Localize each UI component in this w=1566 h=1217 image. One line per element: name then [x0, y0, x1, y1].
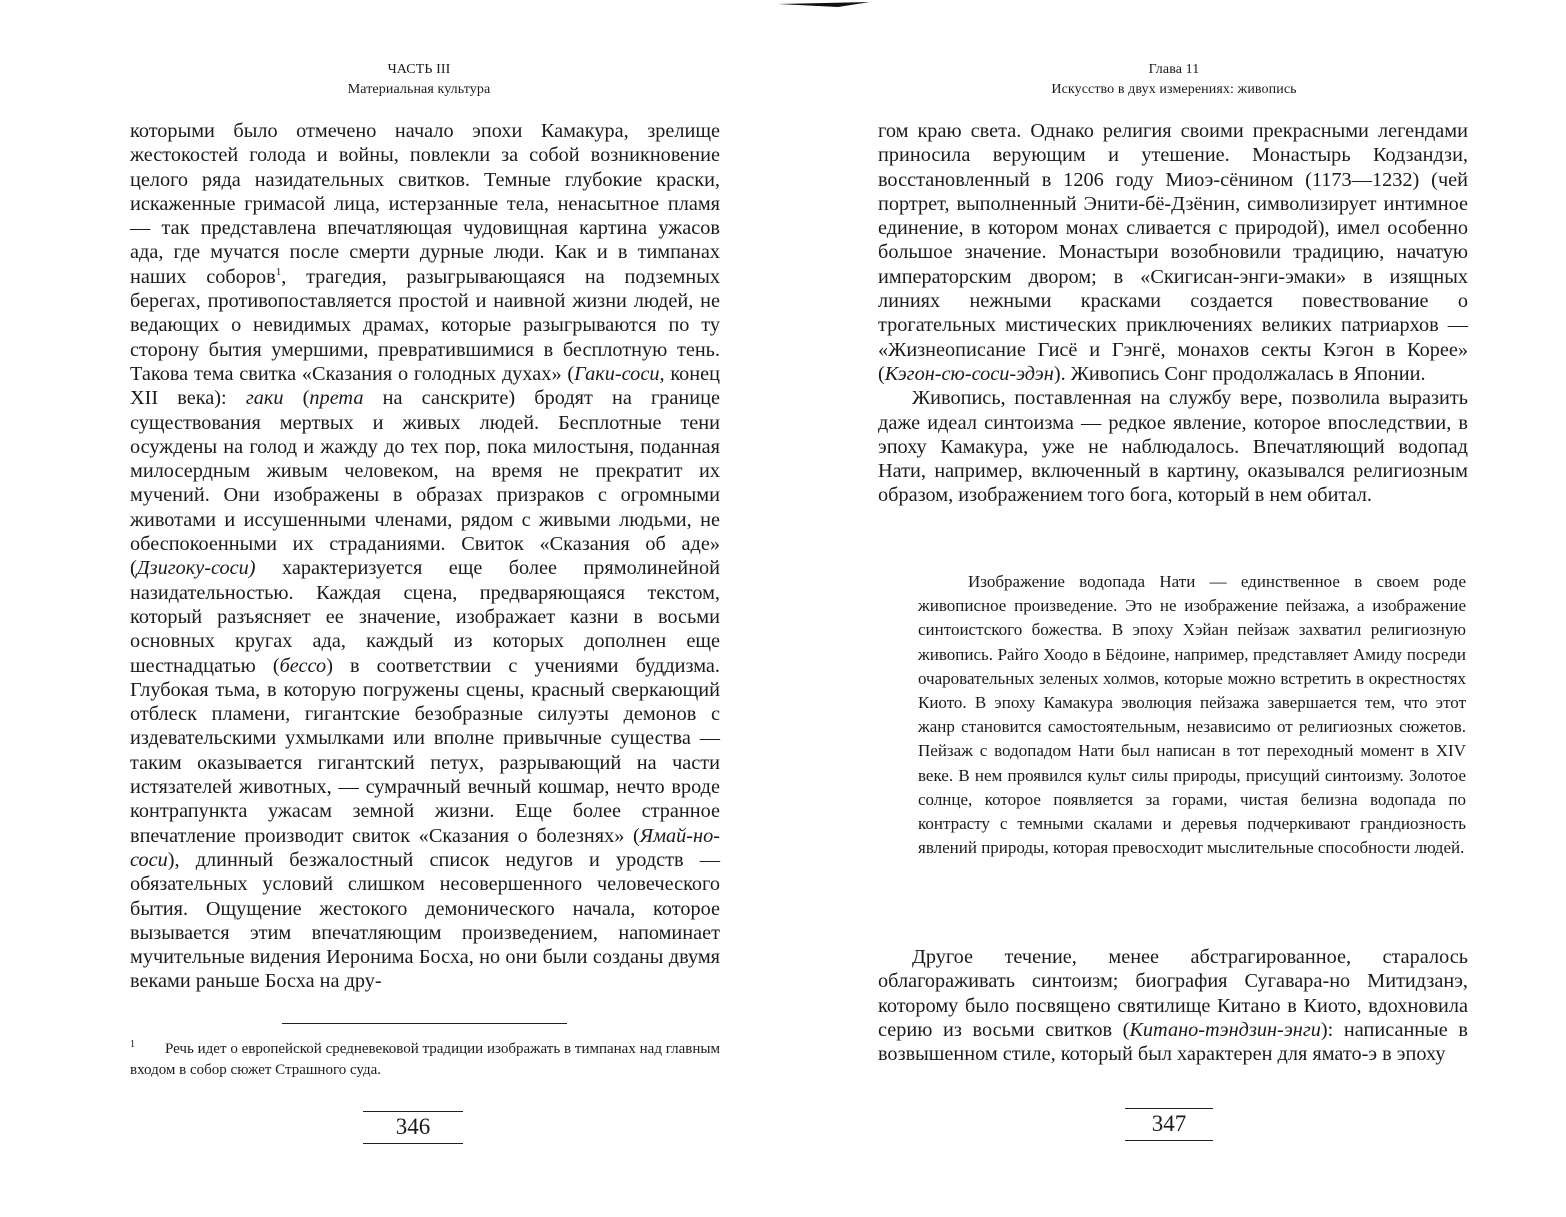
part-label: ЧАСТЬ III [387, 62, 451, 77]
quote-text: Изображение водопада Нати — единственное в своем роде живописное произведение. Это не изображение пейзажа, а изображение синтоистского божества. В эпоху Хэйан пейзаж захватил религиозную живопись. Райго Хоодо в Бёдоине, например, представляет Амиду посреди очаровательных зеленых холмов, которые можно встретить в окрестностях Киото. В эпоху Камакура эволюция пейзажа завершается тем, что этот жанр становится самостоятельным, независимо от религиозных сюжетов. Пейзаж с водопадом Нати был написан в тот переходный момент в XIV веке. В нем проявился культ силы природы, присущий синтоизму. Золотое солнце, которое появляется за горами, чистая белизна водопада по контрасту с темными скалами и деревья подчеркивают грандиозность явлений природы, которая превосходит мыслительные способности людей. [918, 572, 1466, 858]
body-text-left [130, 119, 720, 994]
paragraph: гом краю света. Однако религия своими прекрасными легендами приносила верующим и утешение. Монастырь Кодзандзи, восстановленный в 1206 году Миоэ-сёнином (1173—1232) (чей портрет, выполненный Энити-бё-Дзёнин, символизирует интимное единение, в котором монах сливается с природой), имел особенно большое значение. Монастыри возобновили традицию, начатую императорским двором; в «Скигисан-энги-эмаки» в изящных линиях нежными красками создается повествование о трогательных мистических приключениях великих патриархов — «Жизнеописание Гисё и Гэнгё, монахов секты Кэгон в Корее» (Кэгон-сю-соси-эдэн). Живопись Сонг продолжалась в Японии. [878, 120, 1468, 385]
body-text-right-top [878, 119, 1468, 508]
page-number-rule-bottom [363, 1143, 463, 1144]
chapter-label: Глава 11 [1148, 62, 1200, 77]
paragraph: Другое течение, менее абстрагированное, старалось облагораживать синтоизм; биография Сугавара-но Митидзанэ, которому было посвящено святилище Китано в Киото, вдохновила серию из восьми свитков (Китано-тэндзин-энги): написанные в возвышенном стиле, который был характерен для ямато-э в эпоху [878, 946, 1468, 1066]
footnote-text: Речь идет о европейской средневековой традиции изображать в тимпанах над главным входом в собор сюжет Страшного суда. [130, 1041, 720, 1078]
part-title: Материальная культура [347, 82, 491, 97]
paragraph: которыми было отмечено начало эпохи Камакура, зрелище жестокостей голода и войны, повлекли за собой возникновение целого ряда назидательных свитков. Темные глубокие краски, искаженные гримасой лица, истерзанные тела, ненасытное пламя — так представлена впечатляющая чудовищная картина ужасов ада, где мучатся после смерти дурные люди. Как и в тимпанах наших соборов$^1$, трагедия, разыгрывающаяся на подземных берегах, противопоставляется простой и наивной жизни людей, не ведающих о невидимых драмах, которые разыгрываются по ту сторону бытия умершими, превратившимися в бесплотную тень. Такова тема свитка «Сказания о голодных духах» (Гаки-соси, конец XII века): гаки (прета на санскрите) бродят на границе существования мертвых и живых людей. Бесплотные тени осуждены на голод и жажду до тех пор, пока милостыня, поданная милосердным живым человеком, на время не прекратит их мучений. Они изображены в образах призраков с огромными животами и иссушенными членами, рядом с живыми людьми, не обеспокоенными их страданиями. Свиток «Сказания об аде» (Дзигоку-соси) характеризуется еще более прямолинейной назидательностью. Каждая сцена, предваряющаяся текстом, который разъясняет ее значение, изображает казни в восьми основных кругах ада, каждый из которых дополнен еще шестнадцатью (бессо) в соответствии с учениями буддизма. Глубокая тьма, в которую погружены сцены, красный сверкающий отблеск пламени, гигантские безобразные силуэты демонов с издевательскими ухмылками или вполне привычные существа — таким оказывается гигантский петух, разрывающий на части истязателей животных, — сумрачный вечный кошмар, нечто вроде контрапункта ужасам земной жизни. Еще более странное впечатление производит свиток «Сказания о болезнях» (Ямай-но-соси), длинный безжалостный список недугов и уродств — обязательных условий слишком несовершенного человеческого бытия. Ощущение жестокого демонического начала, которое вызывается этим впечатляющим произведением, напоминает мучительные видения Иеронима Босха, но они были созданы двумя веками раньше Босха на дру- [130, 120, 721, 993]
block-quote [918, 570, 1466, 860]
running-head-left [120, 60, 718, 100]
chapter-title: Искусство в двух измерениях: живопись [1051, 82, 1297, 97]
paragraph: Живопись, поставленная на службу вере, позволила выразить даже идеал синтоизма — редкое явление, которое впоследствии, в эпоху Камакура, уже не наблюдалось. Впечатляющий водопад Нати, например, включенный в картину, оказывался религиозным образом, изображением того бога, который в нем обитал. [878, 387, 1468, 507]
page-number-rule-bottom [1125, 1140, 1213, 1141]
body-text-right-bottom [878, 945, 1468, 1066]
right-page [783, 0, 1566, 1217]
page-number-right: 347 [1151, 1111, 1187, 1136]
footnote [130, 1034, 720, 1081]
page-number-rule-top [1125, 1108, 1213, 1109]
page-number-left: 346 [395, 1114, 431, 1139]
footnote-reference[interactable]: 1 [275, 266, 282, 279]
running-head-right [879, 60, 1469, 100]
footnote-number: 1 [130, 1039, 135, 1050]
page-number-rule-top [363, 1111, 463, 1112]
footnote-rule [282, 1023, 567, 1024]
